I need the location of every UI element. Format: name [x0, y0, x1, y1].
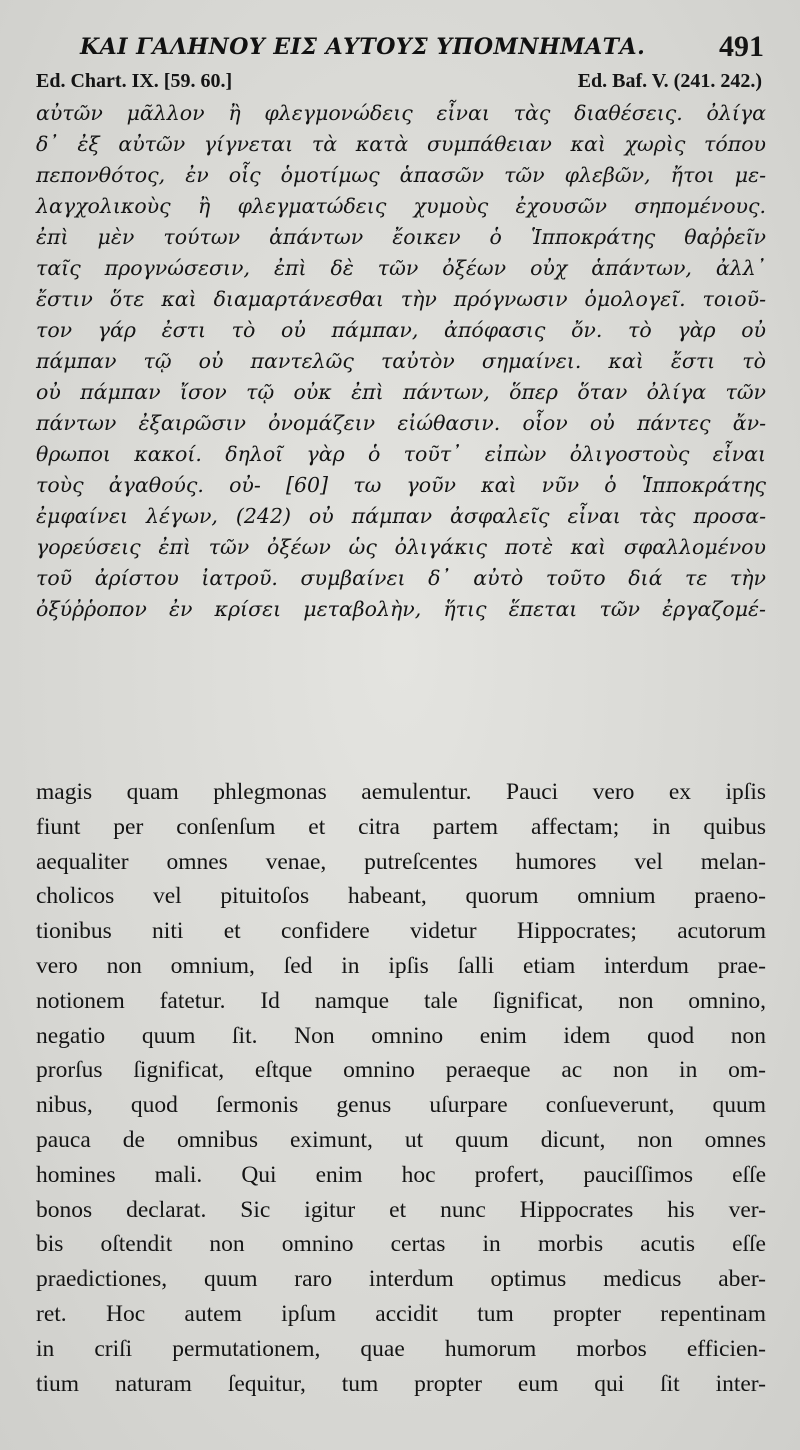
greek-text-line: πάντων ἐξαιρῶσιν ὀνομάζειν εἰώθασιν. οἷον οὐ πάντες ἄν- [36, 411, 766, 435]
latin-text-line: aequaliter omnes venae, putreſcentes humores vel melan- [36, 848, 766, 875]
greek-text-line: πάμπαν τῷ οὐ παντελῶς ταὐτὸν σημαίνει. καὶ ἔστι τὸ [36, 349, 766, 373]
greek-text-line: οὐ πάμπαν ἴσον τῷ οὐκ ἐπὶ πάντων, ὅπερ ὅταν ὀλίγα τῶν [36, 380, 766, 404]
greek-text-line: ἔστιν ὅτε καὶ διαμαρτάνεσθαι τὴν πρόγνωσιν ὁμολογεῖ. τοιοῦ- [36, 287, 766, 311]
latin-text-line: homines mali. Qui enim hoc profert, pauciſſimos eſſe [36, 1161, 766, 1188]
latin-text-line: ret. Hoc autem ipſum accidit tum propter repentinam [36, 1300, 766, 1327]
running-title: ΚΑΙ ΓΑΛΗΝΟΥ ΕΙΣ ΑΥΤΟΥΣ ΥΠΟΜΝΗΜΑΤΑ. [80, 34, 646, 60]
edition-reference-right: Ed. Baf. V. (241. 242.) [577, 70, 762, 92]
greek-text-line: δ᾽ ἐξ αὐτῶν γίγνεται τὰ κατὰ συμπάθειαν καὶ χωρὶς τόπου [36, 132, 766, 156]
greek-text-line: τοῦ ἀρίστου ἰατροῦ. συμβαίνει δ᾽ αὐτὸ τοῦτο διά τε τὴν [36, 566, 766, 590]
latin-text-line: prorſus ſignificat, eſtque omnino peraeque ac non in om- [36, 1057, 766, 1084]
greek-text-line: τοὺς ἀγαθούς. οὐ- [60] τω γοῦν καὶ νῦν ὁ Ἱπποκράτης [36, 473, 766, 497]
greek-text-line: αὐτῶν μᾶλλον ἢ φλεγμονώδεις εἶναι τὰς διαθέσεις. ὀλίγα [36, 101, 766, 125]
greek-text-line: τον γάρ ἐστι τὸ οὐ πάμπαν, ἀπόφασις ὄν. τὸ γὰρ οὐ [36, 318, 766, 342]
latin-text-line: bis oſtendit non omnino certas in morbis acutis eſſe [36, 1231, 766, 1258]
latin-text-line: cholicos vel pituitoſos habeant, quorum omnium praeno- [36, 883, 766, 910]
greek-text-line: γορεύσεις ἐπὶ τῶν ὀξέων ὡς ὀλιγάκις ποτὲ καὶ σφαλλομένου [36, 535, 766, 559]
latin-text-line: tium naturam ſequitur, tum propter eum qui ſit inter- [36, 1370, 766, 1397]
latin-text-line: nibus, quod ſermonis genus uſurpare conſueverunt, quum [36, 1092, 766, 1119]
greek-text-line: πεπονθότος, ἐν οἷς ὁμοτίμως ἁπασῶν τῶν φλεβῶν, ἤτοι με- [36, 163, 766, 187]
latin-text-line: pauca de omnibus eximunt, ut quum dicunt, non omnes [36, 1126, 766, 1153]
greek-text-line: λαγχολικοὺς ἢ φλεγματώδεις χυμοὺς ἐχουσῶν σηπομένους. [36, 194, 766, 218]
greek-text-line: ἐπὶ μὲν τούτων ἁπάντων ἔοικεν ὁ Ἱπποκράτης θαῤῥεῖν [36, 225, 766, 249]
latin-text-line: in criſi permutationem, quae humorum morbos efficien- [36, 1335, 766, 1362]
greek-text-line: ὀξύῤῥοπον ἐν κρίσει μεταβολὴν, ἥτις ἕπεται τῶν ἐργαζομέ- [36, 597, 766, 621]
greek-text-line: ἐμφαίνει λέγων, (242) οὐ πάμπαν ἀσφαλεῖς εἶναι τὰς προσα- [36, 504, 766, 528]
greek-text-line: ταῖς προγνώσεσιν, ἐπὶ δὲ τῶν ὀξέων οὐχ ἁπάντων, ἀλλ᾽ [36, 256, 766, 280]
edition-reference-left: Ed. Chart. IX. [59. 60.] [36, 70, 233, 92]
latin-text-line: magis quam phlegmonas aemulentur. Pauci vero ex ipſis [36, 779, 766, 805]
latin-text-line: praedictiones, quum raro interdum optimus medicus aber- [36, 1266, 766, 1293]
page-header [0, 28, 800, 68]
page-number: 491 [719, 30, 764, 63]
latin-text-line: bonos declarat. Sic igitur et nunc Hippocrates his ver- [36, 1196, 766, 1223]
latin-text-block [36, 775, 766, 1401]
latin-text-line: tionibus niti et confidere videtur Hippocrates; acutorum [36, 918, 766, 945]
latin-text-line: notionem fatetur. Id namque tale ſignificat, non omnino, [36, 987, 766, 1014]
latin-text-line: fiunt per conſenſum et citra partem affectam; in quibus [36, 813, 766, 840]
latin-text-line: negatio quum ſit. Non omnino enim idem quod non [36, 1022, 766, 1049]
greek-text-line: θρωποι κακοί. δηλοῖ γὰρ ὁ τοῦτ᾽ εἰπὼν ὀλιγοστοὺς εἶναι [36, 442, 766, 466]
latin-text-line: vero non omnium, ſed in ipſis ſalli etiam interdum prae- [36, 952, 766, 979]
greek-text-block [36, 98, 766, 625]
